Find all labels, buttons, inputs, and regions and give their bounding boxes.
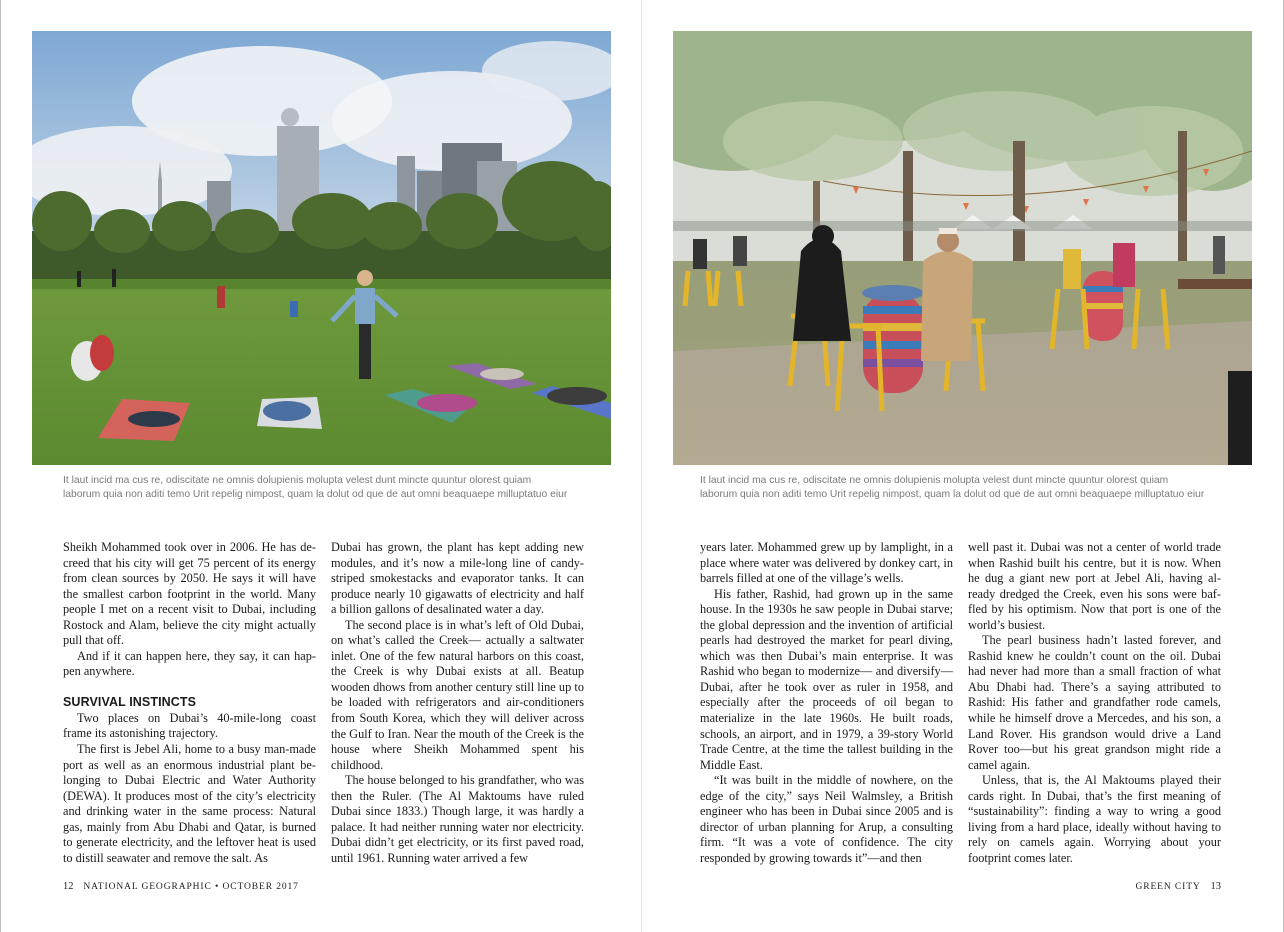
- paragraph: The pearl business hadn’t lasted forever, and Rashid knew he couldn’t count on the oil. Dubai had never had more than a small fraction of what Abu Dhabi had. There’s a saying attributed to Rashid: His father and grandfather rode camels, while he himself drove a Mercedes, and his son, a Land Rover. His grandson would drive a Land Rover too—but his great grandson might ride a camel again.: [968, 633, 1221, 772]
- paragraph: And if it can happen here, they say, it can happen anywhere.: [63, 648, 316, 679]
- page-number: 12: [63, 881, 74, 892]
- left-photo-caption: [63, 474, 603, 501]
- paragraph: His father, Rashid, had grown up in the same house. In the 1930s he saw people in Dubai starve; the global depression and the invention of artificial pearls had destroyed the market for pearl diving, which was then Dubai’s main enterprise. It was Rashid who began to modernize— and diversify—Dubai, after he took over as ruler in 1958, and especially after the proceeds of oil began to materialize in the late 1960s. He built roads, schools, an airport, and in 1979, a 39-story World Trade Centre, at the time the tallest building in the Middle East.: [700, 586, 953, 772]
- article-column-3: [700, 540, 953, 866]
- right-photo-caption: [700, 474, 1240, 501]
- section-heading: SURVIVAL INSTINCTS: [63, 694, 197, 709]
- section-title: GREEN CITY: [1135, 882, 1201, 892]
- article-column-2: [331, 540, 584, 866]
- article-column-1: [63, 540, 316, 866]
- gutter-divider: [641, 0, 642, 932]
- paragraph: The second place is in what’s left of Old Dubai, on what’s called the Creek— actually a saltwater inlet. One of the few natural harbors on this coast, the Creek is why Dubai exists at all. Beatup wooden dhows from another century still line up to be loaded with refrigerators and air-conditioners from South Korea, which they will deliver across the Gulf to Iran. Near the mouth of the Creek is the house where Sheikh Mohammed spent his childhood.: [331, 617, 584, 772]
- publication-title: NATIONAL GEOGRAPHIC • OCTOBER 2017: [83, 882, 299, 892]
- paragraph: The first is Jebel Ali, home to a busy man-made port as well as an enormous industrial plant belonging to Dubai Electric and Water Authority (DEWA). It produces most of the city’s electricity and drinking water in the same process: Natural gas, mainly from Abu Dhabi and Qatar, is burned to generate electricity, and the leftover heat is used to distill seawater and remove the salt. As: [63, 742, 316, 865]
- left-folio: [63, 881, 299, 892]
- paragraph: Unless, that is, the Al Maktoums played their cards right. In Dubai, that’s the first meaning of “sustainability”: finding a way to wring a good living from a hard place, ideally without having to rely on camels again. Worrying about your footprint comes later.: [968, 773, 1221, 865]
- paragraph: Dubai has grown, the plant has kept adding new modules, and it’s now a mile-long line of candy-striped smokestacks and evaporator tanks. It can produce nearly 10 gigawatts of electricity and half a billion gallons of desalinated water a day.: [331, 540, 584, 617]
- paragraph: “It was built in the middle of nowhere, on the edge of the city,” says Neil Walmsley, a British engineer who has been in Dubai since 2005 and is director of urban planning for Arup, a consulting firm. “It was a vote of confidence. The city responded by growing towards it”—and then: [700, 773, 953, 865]
- paragraph: Two places on Dubai’s 40-mile-long coast frame its astonishing trajectory.: [63, 710, 316, 741]
- caption-line: laborum quia non aditi temo Urit repelig nimpost, quam la dolut od que de aut omni beaquaepe milluptatuo eiur: [63, 488, 568, 500]
- market-cafe-photo: [673, 31, 1252, 465]
- page-number: 13: [1210, 881, 1221, 892]
- paragraph: The house belonged to his grandfather, who was then the Ruler. (The Al Maktoums have ruled Dubai since 1833.) Though large, it was hardly a palace. It had neither running water nor electricity. Dubai didn’t get electricity, or its first paved road, until 1961. Running water arrived a few: [331, 773, 584, 865]
- paragraph: well past it. Dubai was not a center of world trade when Rashid built his centre, but it is now. When he dug a giant new port at Jebel Ali, having already dredged the Creek, even his sons were baffled by his optimism. Now that port is one of the world’s busiest.: [968, 540, 1221, 632]
- caption-line: It laut incid ma cus re, odiscitate ne omnis dolupienis molupta velest dunt mincte quuntur olorest quiam: [63, 475, 532, 486]
- right-folio: [1135, 881, 1221, 892]
- park-yoga-photo: [32, 31, 611, 465]
- paragraph: years later. Mohammed grew up by lamplight, in a place where water was delivered by donkey cart, in barrels filled at one of the village’s wells.: [700, 540, 953, 586]
- caption-line: It laut incid ma cus re, odiscitate ne omnis dolupienis molupta velest dunt mincte quuntur olorest quiam: [700, 475, 1169, 486]
- article-column-4: [968, 540, 1221, 866]
- caption-line: laborum quia non aditi temo Urit repelig nimpost, quam la dolut od que de aut omni beaquaepe milluptatuo eiur: [700, 488, 1205, 500]
- paragraph: Sheikh Mohammed took over in 2006. He has decreed that his city will get 75 percent of its energy from clean sources by 2050. He says it will have the smallest carbon footprint in the world. Many people I met on a recent visit to Dubai, including Rostock and Alam, believe the city might actually pull that off.: [63, 540, 316, 648]
